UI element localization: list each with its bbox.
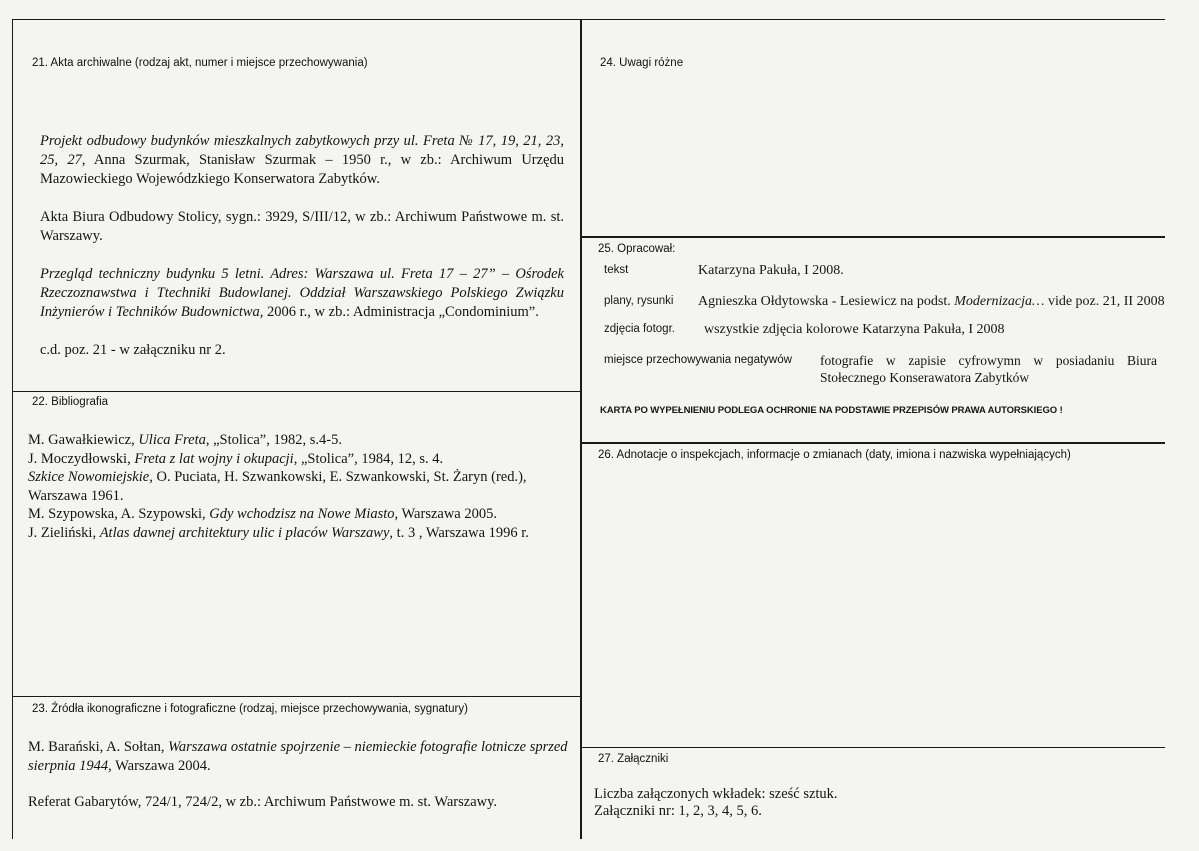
icon-src-title: Warszawa ostatnie spojrzenie – niemieckie fotografie lotnicze sprzed sierpnia 1944	[28, 739, 568, 774]
author-row-text	[604, 263, 1164, 283]
author-row-plans	[604, 294, 1164, 314]
author-row-photos-value: wszystkie zdjęcia kolorowe Katarzyna Pakuła, I 2008	[704, 322, 1005, 337]
bib-details: , O. Puciata, H. Szwankowski, E. Szwankowski, St. Żaryn (red.), Warszawa 1961.	[28, 469, 527, 504]
archive-entry-2: Akta Biura Odbudowy Stolicy, sygn.: 3929, S/III/12, w zb.: Archiwum Państwowe m. st. Warszawy.	[40, 209, 564, 244]
divider-22-23	[12, 696, 580, 697]
author-row-photos	[604, 322, 1164, 342]
bibliography-list	[28, 431, 568, 542]
divider-26-27	[582, 747, 1165, 748]
section-23-content	[28, 738, 568, 812]
author-row-plans-key: plany, rysunki	[604, 295, 674, 307]
bibliography-entry	[28, 431, 568, 450]
archive-entry-1-rest: Anna Szurmak, Stanisław Szurmak – 1950 r., w zb.: Archiwum Urzędu Mazowieckiego Wojewódzkiego Konserwatora Zabytków.	[40, 152, 564, 187]
section-22-label: 22. Bibliografia	[32, 396, 109, 408]
bib-title: Ulica Freta	[138, 432, 206, 448]
icon-src-author: M. Barański, A. Sołtan,	[28, 739, 169, 755]
archive-entry-3	[40, 265, 564, 322]
bibliography-entry	[28, 450, 568, 469]
section-24-label: 24. Uwagi różne	[600, 57, 684, 69]
author-row-photos-key: zdjęcia fotogr.	[604, 323, 675, 335]
bib-details: , „Stolica”, 1984, 12, s. 4.	[293, 450, 444, 467]
top-border	[12, 19, 1165, 20]
bibliography-entry	[28, 524, 568, 543]
section-25-label: 25. Opracował:	[598, 243, 676, 255]
iconographic-entry-2: Referat Gabarytów, 724/1, 724/2, w zb.: Archiwum Państwowe m. st. Warszawy.	[28, 794, 498, 810]
icon-src-details: , Warszawa 2004.	[108, 758, 211, 774]
bib-details: , t. 3 , Warszawa 1996 r.	[389, 524, 529, 541]
author-row-text-key: tekst	[604, 264, 629, 276]
bibliography-entry	[28, 505, 568, 524]
iconographic-entry-1	[28, 738, 568, 776]
plans-author: Agnieszka Ołdytowska - Lesiewicz na podst.	[698, 294, 955, 309]
archive-entry-3-title: Przegląd techniczny budynku 5 letni. Adres: Warszawa ul. Freta 17 – 27” – Ośrodek Rzeczoznawstwa i Ttechniki Budowlanej. Oddział Warszawskiego Polskiego Związku Inżynierów i Techników Budownictwa,	[40, 266, 564, 320]
divider-21-22	[12, 391, 580, 392]
bibliography-entry	[28, 468, 568, 505]
section-21-content	[40, 132, 564, 360]
bib-details: , „Stolica”, 1982, s.4-5.	[205, 432, 342, 448]
section-27-label: 27. Załączniki	[598, 753, 669, 765]
divider-25-26	[582, 442, 1165, 444]
bib-author: J. Zieliński,	[28, 524, 100, 541]
negatives-key: miejsce przechowywania negatywów	[604, 354, 792, 366]
author-row-text-value: Katarzyna Pakuła, I 2008.	[698, 263, 844, 278]
plans-source: Modernizacja…	[954, 294, 1045, 309]
author-row-plans-value	[698, 294, 1165, 310]
bib-details: , Warszawa 2005.	[394, 506, 497, 522]
left-border	[12, 19, 13, 839]
bib-title: Freta z lat wojny i okupacji	[134, 450, 294, 467]
plans-ref: vide poz. 21, II 2008	[1044, 294, 1165, 309]
attachments-count: Liczba załączonych wkładek: sześć sztuk.	[594, 786, 838, 802]
section-23-label: 23. Źródła ikonograficzne i fotograficzne (rodzaj, miejsce przechowywania, sygnatury)	[32, 703, 468, 715]
archive-entry-1-title: Projekt odbudowy budynków mieszkalnych zabytkowych przy ul. Freta № 17, 19, 21, 23, 25, 27,	[40, 133, 564, 168]
section-21-label: 21. Akta archiwalne (rodzaj akt, numer i miejsce przechowywania)	[32, 57, 368, 69]
section-27-content	[594, 786, 1154, 820]
archive-entry-4: c.d. poz. 21 - w załączniku nr 2.	[40, 342, 226, 358]
copyright-warning: KARTA PO WYPEŁNIENIU PODLEGA OCHRONIE NA PODSTAWIE PRZEPISÓW PRAWA AUTORSKIEGO !	[600, 405, 1063, 416]
bib-author: M. Szypowska, A. Szypowski,	[28, 506, 210, 522]
divider-24-25	[582, 236, 1165, 238]
bib-title: Szkice Nowomiejskie	[28, 469, 150, 485]
archive-entry-1	[40, 132, 564, 189]
section-26-label: 26. Adnotacje o inspekcjach, informacje o zmianach (daty, imiona i nazwiska wypełniających)	[598, 449, 1071, 461]
bib-title: Gdy wchodzisz na Nowe Miasto	[209, 506, 395, 522]
bib-author: M. Gawałkiewicz,	[28, 432, 139, 448]
attachments-list: Załączniki nr: 1, 2, 3, 4, 5, 6.	[594, 803, 762, 819]
negatives-value: fotografie w zapisie cyfrowymn w posiadaniu Biura Stołecznego Konserawatora Zabytków	[820, 353, 1157, 385]
bib-title: Atlas dawnej architektury ulic i placów Warszawy	[99, 524, 390, 541]
bib-author: J. Moczydłowski,	[28, 450, 135, 467]
center-divider	[580, 19, 582, 839]
archive-entry-3-rest: 2006 r., w zb.: Administracja „Condominium”.	[263, 304, 539, 320]
